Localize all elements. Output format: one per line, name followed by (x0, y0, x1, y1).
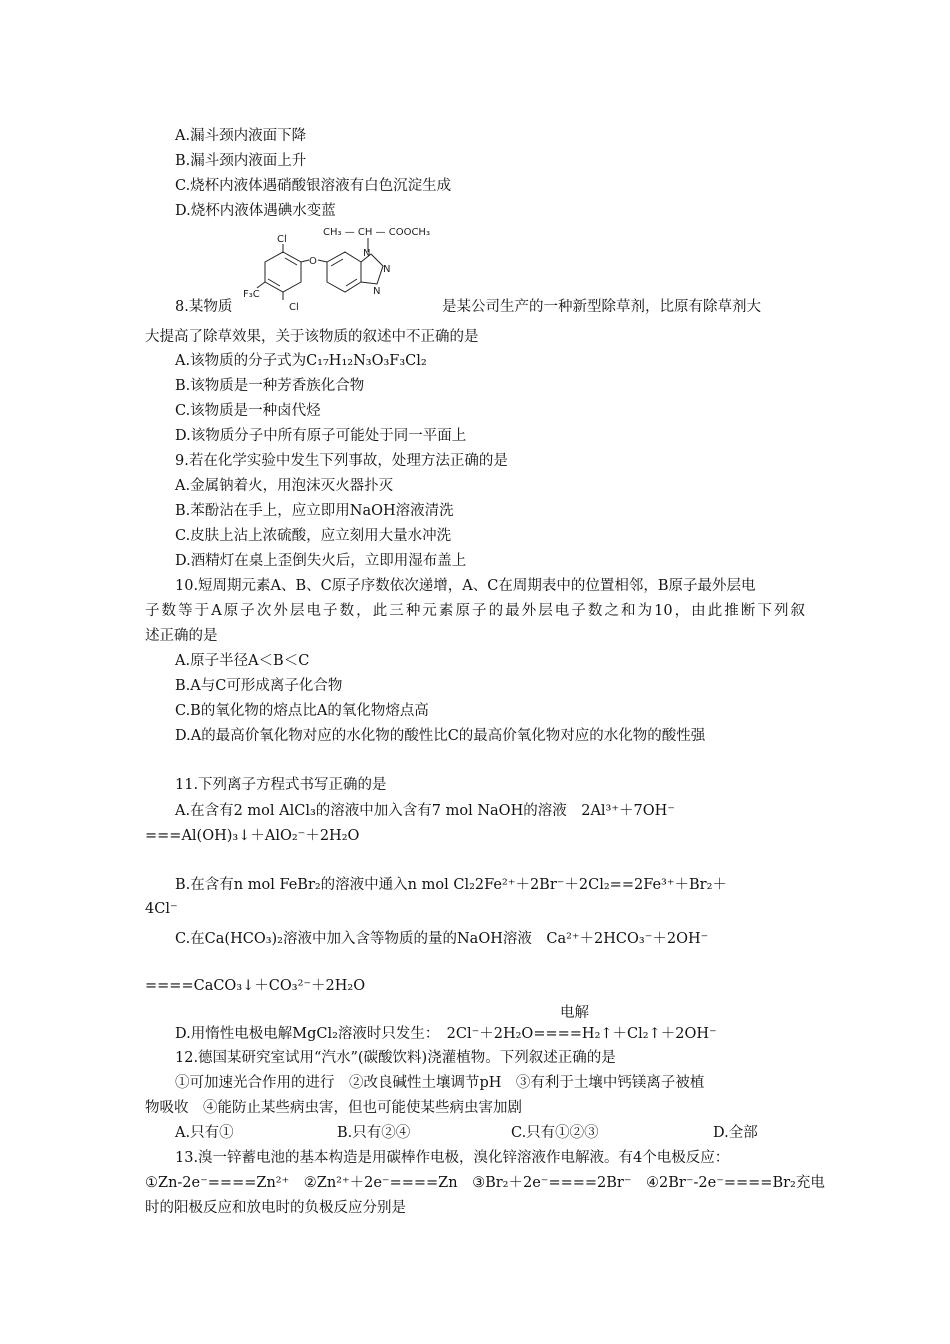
q7-option-a: A.漏斗颈内液面下降 (175, 128, 307, 144)
right-benzene-ring (327, 252, 361, 292)
q9-option-d: D.酒精灯在桌上歪倒失火后，立即用湿布盖上 (175, 553, 467, 569)
q9-option-b: B.苯酚沾在手上，应立即用NaOH溶液清洗 (175, 503, 454, 519)
q12-option-d: D.全部 (713, 1125, 758, 1141)
q9-option-c: C.皮肤上沾上浓硫酸，应立刻用大量水冲洗 (175, 528, 452, 544)
triazole-n3-label: N (373, 286, 381, 297)
ether-bond-right (318, 260, 327, 262)
triazole-n2-label: N (383, 264, 391, 275)
ether-bond-left (301, 260, 309, 262)
q12-items-line2: 物吸收 ④能防止某些病虫害，但也可能使某些病虫害加剧 (145, 1100, 522, 1116)
q11-stem: 11.下列离子方程式书写正确的是 (175, 777, 387, 793)
q8-option-b: B.该物质是一种芳香族化合物 (175, 378, 365, 394)
q13-stem-line3: 时的阳极反应和放电时的负极反应分别是 (145, 1200, 406, 1216)
q10-option-a: A.原子半径A＜B＜C (175, 653, 310, 669)
q13-stem-line1: 13.溴一锌蓄电池的基本构造是用碳棒作电极，溴化锌溶液作电解液。有4个电极反应： (175, 1150, 730, 1166)
q9-stem: 9.若在化学实验中发生下列事故，处理方法正确的是 (175, 453, 508, 469)
q11-option-c-line2: ====CaCO₃↓＋CO₃²⁻＋2H₂O (145, 978, 366, 994)
q8-stem-line2: 大提高了除草效果，关于该物质的叙述中不正确的是 (145, 329, 479, 345)
q10-stem-line1: 10.短周期元素A、B、C原子序数依次递增，A、C在周期表中的位置相邻，B原子最外层电 (175, 578, 756, 594)
q13-stem-line2: ①Zn-2e⁻====Zn²⁺ ②Zn²⁺＋2e⁻====Zn ③Br₂＋2e⁻====2Br⁻ ④2Br⁻-2e⁻====Br₂充电 (145, 1175, 825, 1191)
q10-option-b: B.A与C可形成离子化合物 (175, 678, 343, 694)
triazole-n1-label: N (363, 248, 371, 259)
q10-stem-line2: 子数等于A原子次外层电子数，此三种元素原子的最外层电子数之和为10，由此推断下列叙 (145, 603, 805, 619)
q11-option-c-line1: C.在Ca(HCO₃)₂溶液中加入含等物质的量的NaOH溶液 Ca²⁺＋2HCO₃⁻＋2OH⁻ (175, 931, 709, 947)
q11-option-a-line1: A.在含有2 mol AlCl₃的溶液中加入含有7 mol NaOH的溶液 2Al³⁺＋7OH⁻ (175, 803, 675, 819)
herbicide-structure-diagram (243, 222, 439, 318)
cf3-label: F₃C (243, 289, 260, 300)
left-benzene-ring (265, 252, 301, 292)
q11-option-d: D.用惰性电极电解MgCl₂溶液时只发生： 2Cl⁻＋2H₂O====H₂↑＋Cl₂↑＋2OH⁻ (175, 1026, 717, 1042)
q9-option-a: A.金属钠着火，用泡沫灭火器扑灭 (175, 478, 394, 494)
q8-option-c: C.该物质是一种卤代烃 (175, 403, 321, 419)
q12-option-b: B.只有②④ (337, 1125, 411, 1141)
cl-bottom-label: Cl (289, 302, 299, 313)
q8-prefix: 8.某物质 (175, 299, 233, 315)
q10-option-c: C.B的氧化物的熔点比A的氧化物熔点高 (175, 703, 429, 719)
q7-option-b: B.漏斗颈内液面上升 (175, 153, 307, 169)
cf3-bond (257, 282, 265, 288)
cl-top-label: Cl (277, 234, 287, 245)
q11-option-b-line1: B.在含有n mol FeBr₂的溶液中通入n mol Cl₂2Fe²⁺＋2Br⁻＋2Cl₂==2Fe³⁺＋Br₂＋ (175, 877, 727, 893)
q11-electrolysis-annotation: 电解 (560, 1005, 589, 1021)
q12-option-c: C.只有①②③ (511, 1125, 599, 1141)
q10-option-d: D.A的最高价氧化物对应的水化物的酸性比C的最高价氧化物对应的水化物的酸性强 (175, 728, 706, 744)
q7-option-d: D.烧杯内液体遇碘水变蓝 (175, 203, 336, 219)
q8-option-a: A.该物质的分子式为C₁₇H₁₂N₃O₃F₃Cl₂ (175, 353, 427, 369)
q11-option-b-line2: 4Cl⁻ (145, 901, 178, 917)
q12-option-a: A.只有① (175, 1125, 234, 1141)
q11-option-a-line2: ===Al(OH)₃↓＋AlO₂⁻＋2H₂O (145, 828, 360, 844)
ring-double-bond (331, 259, 343, 266)
q8-option-d: D.该物质分子中所有原子可能处于同一平面上 (175, 428, 467, 444)
q8-stem: 是某公司生产的一种新型除草剂，比原有除草剂大 (442, 299, 761, 315)
q12-stem: 12.德国某研究室试用“汽水”(碳酸饮料)浇灌植物。下列叙述正确的是 (175, 1050, 616, 1066)
side-chain-label: CH₃ — CH — COOCH₃ (323, 227, 430, 238)
q7-option-c: C.烧杯内液体遇硝酸银溶液有白色沉淀生成 (175, 178, 452, 194)
q12-items-line1: ①可加速光合作用的进行 ②改良碱性土壤调节pH ③有利于土壤中钙镁离子被植 (175, 1075, 705, 1091)
q10-stem-line3: 述正确的是 (145, 628, 218, 644)
ether-oxygen-label: O (309, 256, 317, 267)
